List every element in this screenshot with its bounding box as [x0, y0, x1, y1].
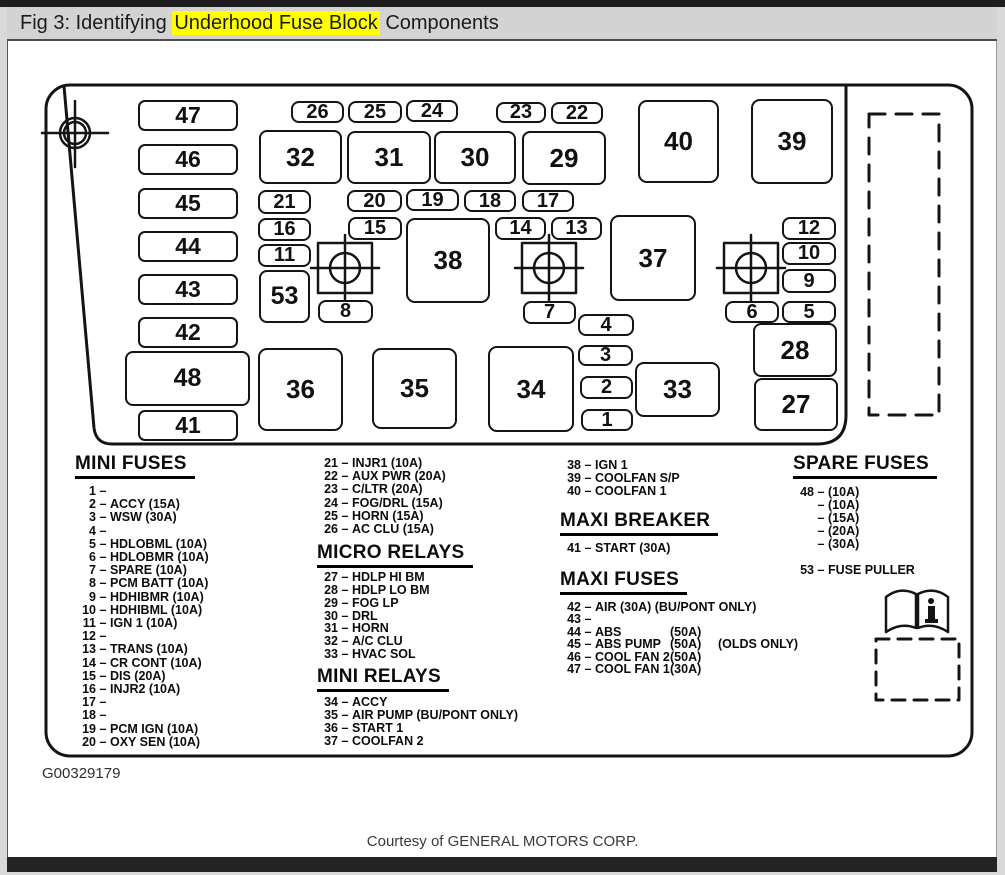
legend-item-18: 18 –: [82, 708, 107, 723]
legend-item-46: 46 – COOL FAN 2(50A): [567, 649, 702, 664]
legend-item-10: 10 – HDHIBML (10A): [82, 602, 203, 617]
fuse-box-2: 2: [580, 376, 633, 399]
legend-item-4: 4 –: [89, 523, 107, 538]
fuse-box-12: 12: [782, 217, 836, 240]
fuse-box-9: 9: [782, 269, 836, 293]
fuse-box-4: 4: [578, 314, 634, 336]
legend-item-42: 42 – AIR (30A) (BU/PONT ONLY): [567, 600, 757, 614]
legend-item-25: 25 – HORN (15A): [324, 508, 424, 523]
fuse-box-13: 13: [551, 217, 602, 240]
fuse-box-30: 30: [434, 131, 516, 184]
fuse-box-36: 36: [258, 348, 343, 431]
legend-item-2: 2 – ACCY (15A): [89, 497, 180, 512]
legend-header: MINI RELAYS: [317, 665, 555, 692]
fuse-box-11: 11: [258, 244, 311, 267]
legend-header: MAXI FUSES: [560, 568, 798, 595]
figure-title-highlight: Underhood Fuse Block: [174, 12, 378, 34]
legend-item-6: 6 – HDLOBMR (10A): [89, 550, 209, 565]
legend-item-1: 1 –: [89, 484, 107, 498]
fuse-box-48: 48: [125, 351, 250, 406]
fuse-box-28: 28: [753, 323, 837, 377]
legend-item-16: 16 – INJR2 (10A): [82, 682, 181, 697]
fuse-box-47: 47: [138, 100, 238, 131]
legend-item-41: 41 – START (30A): [567, 541, 671, 555]
fuse-box-33: 33: [635, 362, 720, 417]
fuse-box-37: 37: [610, 215, 696, 301]
legend-column-4: [793, 452, 973, 577]
legend-item-44: 44 – ABS (50A): [567, 624, 702, 639]
fuse-box-23: 23: [496, 102, 546, 123]
legend-item-27: 27 – HDLP HI BM: [324, 570, 425, 585]
legend-item-48: 48 – (10A): [800, 485, 860, 499]
legend-column-1: [75, 452, 313, 749]
fuse-box-31: 31: [347, 131, 431, 184]
legend-item: – (30A): [817, 537, 860, 551]
legend-column-3: [560, 455, 798, 675]
credit-line: Courtesy of GENERAL MOTORS CORP.: [366, 833, 639, 850]
legend-item-3: 3 – WSW (30A): [89, 510, 177, 525]
legend-item-33: 33 – HVAC SOL: [324, 647, 416, 661]
legend-item: – (15A): [817, 511, 860, 525]
fuse-box-24: 24: [406, 100, 458, 122]
fuse-box-39: 39: [751, 99, 833, 184]
legend-item-31: 31 – HORN: [324, 621, 389, 636]
fuse-box-27: 27: [754, 378, 838, 431]
fuse-box-25: 25: [348, 101, 402, 123]
fuse-box-53: 53: [259, 270, 310, 323]
fuse-box-18: 18: [464, 190, 516, 212]
legend-item-11: 11 – IGN 1 (10A): [82, 616, 178, 631]
legend-item-34: 34 – ACCY: [324, 694, 388, 709]
fuse-box-21: 21: [258, 190, 311, 214]
legend-item: – (20A): [817, 524, 860, 538]
fuse-box-17: 17: [522, 190, 574, 212]
fuse-box-45: 45: [138, 188, 238, 219]
figure-id: G00329179: [42, 765, 121, 782]
legend-item: – (10A): [817, 498, 860, 512]
legend-header: MINI FUSES: [75, 452, 313, 479]
legend-item-45: 45 – ABS PUMP (50A) (OLDS ONLY): [567, 637, 799, 652]
legend-item-19: 19 – PCM IGN (10A): [82, 721, 199, 736]
legend-item-43: 43 –: [567, 612, 592, 627]
fuse-box-15: 15: [348, 217, 402, 240]
fuse-box-19: 19: [406, 189, 459, 211]
legend-item-36: 36 – START 1: [324, 720, 404, 735]
fuse-box-40: 40: [638, 100, 719, 183]
legend-item-29: 29 – FOG LP: [324, 595, 399, 610]
fuse-box-16: 16: [258, 218, 311, 241]
fuse-box-34: 34: [488, 346, 574, 432]
legend-item-9: 9 – HDHIBMR (10A): [89, 589, 204, 604]
fuse-box-8: 8: [318, 300, 373, 323]
fuse-box-6: 6: [725, 301, 779, 323]
legend-header: MAXI BREAKER: [560, 509, 798, 536]
legend-item-47: 47 – COOL FAN 1(30A): [567, 662, 702, 677]
legend-item-7: 7 – SPARE (10A): [89, 563, 187, 578]
figure-title-suffix: Components: [379, 12, 499, 34]
fuse-box-22: 22: [551, 102, 603, 124]
legend-item-28: 28 – HDLP LO BM: [324, 583, 430, 598]
legend-item-40: 40 – COOLFAN 1: [567, 484, 667, 498]
legend-item-30: 30 – DRL: [324, 608, 378, 623]
legend-item-53: 53 – FUSE PULLER: [800, 563, 915, 577]
fuse-box-41: 41: [138, 410, 238, 441]
fuse-box-38: 38: [406, 218, 490, 303]
window-bottom-edge: [7, 857, 997, 872]
fuse-box-5: 5: [782, 301, 836, 323]
fuse-box-46: 46: [138, 144, 238, 175]
legend-item-17: 17 –: [82, 695, 107, 710]
legend-item-15: 15 – DIS (20A): [82, 668, 166, 683]
legend-item-21: 21 – INJR1 (10A): [324, 456, 423, 470]
fuse-box-26: 26: [291, 101, 344, 123]
legend-item-12: 12 –: [82, 629, 107, 644]
legend-item-38: 38 – IGN 1: [567, 458, 628, 472]
fuse-box-1: 1: [581, 409, 633, 431]
legend-item-32: 32 – A/C CLU: [324, 634, 403, 649]
fuse-box-10: 10: [782, 242, 836, 265]
fuse-box-42: 42: [138, 317, 238, 348]
fuse-box-35: 35: [372, 348, 457, 429]
figure-title-prefix: Fig 3: Identifying: [20, 12, 173, 34]
legend-item-35: 35 – AIR PUMP (BU/PONT ONLY): [324, 707, 518, 722]
fuse-box-3: 3: [578, 345, 633, 366]
fuse-box-43: 43: [138, 274, 238, 305]
legend-column-2: [317, 455, 555, 748]
legend-item-22: 22 – AUX PWR (20A): [324, 469, 446, 484]
legend-item-23: 23 – C/LTR (20A): [324, 482, 423, 497]
legend-item-14: 14 – CR CONT (10A): [82, 655, 202, 670]
fuse-box-32: 32: [259, 130, 342, 184]
fuse-box-20: 20: [347, 190, 402, 212]
legend-item-37: 37 – COOLFAN 2: [324, 733, 424, 748]
fuse-box-29: 29: [522, 131, 606, 185]
legend-item-5: 5 – HDLOBML (10A): [89, 536, 207, 551]
legend-item-39: 39 – COOLFAN S/P: [567, 471, 680, 485]
legend-header: SPARE FUSES: [793, 452, 973, 479]
legend-item-8: 8 – PCM BATT (10A): [89, 576, 209, 591]
legend-item-24: 24 – FOG/DRL (15A): [324, 495, 443, 510]
legend-item-26: 26 – AC CLU (15A): [324, 522, 434, 537]
legend-item-20: 20 – OXY SEN (10A): [82, 734, 201, 749]
fuse-box-14: 14: [495, 217, 546, 240]
fuse-box-44: 44: [138, 231, 238, 262]
fuse-box-7: 7: [523, 301, 576, 324]
legend-item-13: 13 – TRANS (10A): [82, 642, 188, 657]
legend-header: MICRO RELAYS: [317, 541, 555, 568]
